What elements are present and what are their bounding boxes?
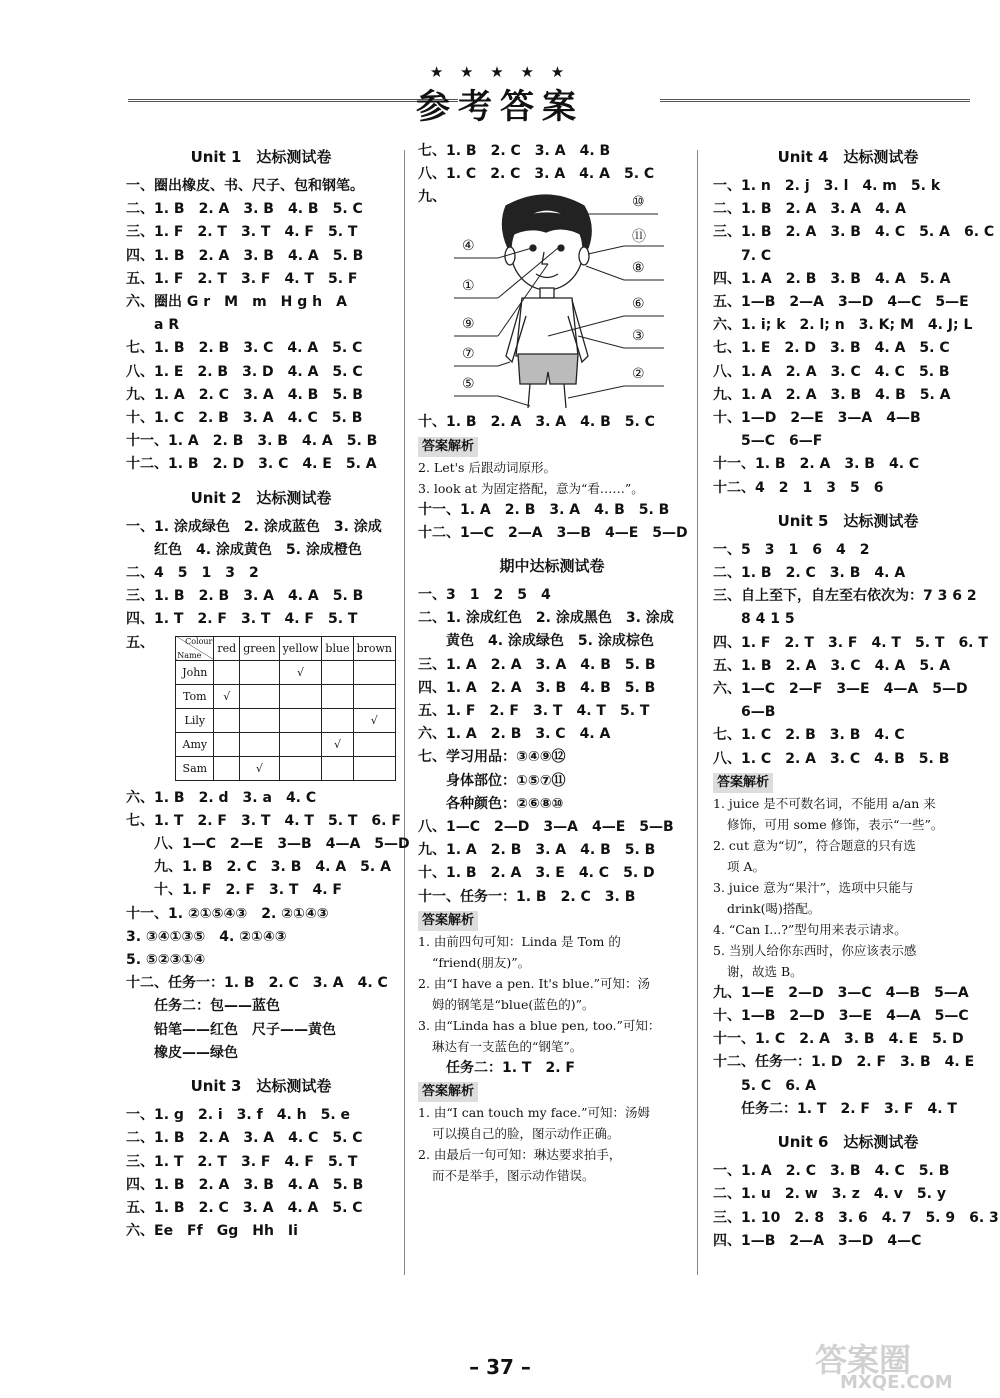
answer-line: 三、1. 10 2. 8 3. 6 4. 7 5. 9 6. 3 bbox=[713, 1209, 999, 1226]
section-title: Unit 3 达标测试卷 bbox=[190, 1077, 332, 1096]
label-number: ③ bbox=[632, 328, 645, 345]
table-column-header: green bbox=[240, 636, 279, 660]
answer-analysis-heading: 答案解析 bbox=[713, 773, 773, 793]
analysis-notes bbox=[418, 457, 686, 499]
analysis-note: 2. 由“I have a pen. It's blue.”可知：汤 bbox=[418, 975, 651, 991]
answer-line: 十、1. B 2. A 3. A 4. B 5. C bbox=[418, 414, 655, 431]
section-title: Unit 5 达标测试卷 bbox=[777, 511, 919, 530]
answer-line: 各种颜色：②⑥⑧⑩ bbox=[446, 795, 564, 812]
answer-line: 八、1. C 2. A 3. C 4. B 5. B bbox=[713, 750, 950, 767]
answer-line: 五、1. B 2. C 3. A 4. A 5. C bbox=[126, 1199, 363, 1216]
answer-line: 一、1. g 2. i 3. f 4. h 5. e bbox=[126, 1107, 351, 1124]
answer-line: 十二、4 2 1 3 5 6 bbox=[713, 479, 884, 496]
answer-line: 六、圈出 G r M m H g h A bbox=[126, 294, 347, 311]
answer-line: 五、1—B 2—A 3—D 4—C 5—E bbox=[713, 294, 969, 311]
answer-line: 十一、1. C 2. A 3. B 4. E 5. D bbox=[713, 1031, 964, 1048]
answer-line: 七、1. B 2. C 3. A 4. B bbox=[418, 143, 611, 159]
answer-list bbox=[713, 982, 983, 1121]
table-row bbox=[176, 756, 396, 780]
answer-line: 八、1—C 2—D 3—A 4—E 5—B bbox=[418, 819, 674, 836]
table-row bbox=[176, 660, 396, 684]
answer-line: 十一、1. B 2. A 3. B 4. C bbox=[713, 456, 920, 473]
answer-list bbox=[126, 787, 410, 1065]
answer-line: 二、1. B 2. A 3. A 4. C 5. C bbox=[126, 1130, 363, 1147]
section-title: Unit 2 达标测试卷 bbox=[190, 488, 332, 507]
answer-line: 五、1. F 2. T 3. F 4. T 5. F bbox=[126, 270, 358, 287]
answer-list bbox=[418, 584, 686, 909]
answer-line: 四、1. A 2. B 3. B 4. A 5. A bbox=[713, 270, 951, 287]
answer-line: 一、1. 涂成绿色 2. 涂成蓝色 3. 涂成 bbox=[126, 518, 382, 535]
answer-line: 一、1. A 2. C 3. B 4. C 5. B bbox=[713, 1163, 950, 1180]
colour-table bbox=[175, 636, 396, 781]
analysis-note: 3. juice 意为“果汁”，选项中只能与 bbox=[713, 879, 914, 895]
answer-analysis-heading: 答案解析 bbox=[418, 437, 478, 457]
table-row bbox=[176, 732, 396, 756]
answer-line: a R bbox=[154, 317, 180, 334]
answer-line: 七、1. C 2. B 3. B 4. C bbox=[713, 727, 905, 744]
answer-line: 二、1. B 2. A 3. A 4. A bbox=[713, 201, 906, 218]
answer-line: 七、1. T 2. F 3. T 4. T 5. T 6. F bbox=[126, 812, 401, 829]
row-name-cell: Sam bbox=[176, 756, 214, 780]
answer-line: 5. ⑤②③①④ bbox=[126, 952, 206, 969]
label-number: ⑤ bbox=[462, 376, 475, 393]
label-number: ④ bbox=[462, 238, 475, 255]
corner-header-top: Colour bbox=[185, 636, 213, 646]
answer-line: 十一、任务一：1. B 2. C 3. B bbox=[418, 888, 636, 905]
answer-line: 8 4 1 5 bbox=[741, 611, 795, 628]
answer-line: 三、1. B 2. A 3. B 4. C 5. A 6. C bbox=[713, 224, 995, 241]
answer-line: 十二、任务一：1. B 2. C 3. A 4. C bbox=[126, 975, 388, 992]
answer-list bbox=[713, 539, 988, 771]
answer-line: 四、1. B 2. A 3. B 4. A 5. B bbox=[126, 247, 364, 264]
question-label: 九、 bbox=[418, 189, 446, 206]
check-cell: √ bbox=[322, 732, 353, 756]
answer-analysis-heading: 答案解析 bbox=[418, 911, 478, 931]
answer-line: 任务二：1. T 2. F 3. F 4. T bbox=[741, 1100, 957, 1117]
answer-line: 5—C 6—F bbox=[741, 433, 823, 450]
analysis-note: 3. 由“Linda has a blue pen, too.”可知： bbox=[418, 1017, 661, 1033]
check-cell bbox=[353, 756, 395, 780]
answer-list bbox=[418, 140, 686, 186]
answer-line: 十一、1. A 2. B 3. B 4. A 5. B bbox=[126, 433, 378, 450]
page-header bbox=[0, 55, 1000, 125]
answer-line: 五、1. B 2. A 3. C 4. A 5. A bbox=[713, 657, 951, 674]
analysis-note: 4. “Can I...?”型句用来表示请求。 bbox=[713, 921, 907, 937]
analysis-note: 修饰，可用 some 修饰，表示“一些”。 bbox=[727, 816, 944, 832]
answer-line: 橡皮——绿色 bbox=[154, 1044, 238, 1061]
label-number: ⑦ bbox=[462, 346, 475, 363]
analysis-note: 而不是举手，图示动作错误。 bbox=[432, 1168, 595, 1184]
question-label: 五、 bbox=[126, 634, 154, 651]
label-number: ⑩ bbox=[632, 194, 645, 211]
answer-line: 二、1. B 2. A 3. B 4. B 5. C bbox=[126, 201, 363, 218]
label-number: ② bbox=[632, 366, 645, 383]
analysis-note: 1. 由“I can touch my face.”可知：汤姆 bbox=[418, 1105, 651, 1121]
table-corner-cell bbox=[176, 636, 214, 660]
row-name-cell: Tom bbox=[176, 684, 214, 708]
answer-line: 四、1—B 2—A 3—D 4—C bbox=[713, 1232, 922, 1249]
answer-line: 八、1. A 2. A 3. C 4. C 5. B bbox=[713, 363, 950, 380]
analysis-note: 1. juice 是不可数名词，不能用 a/an 来 bbox=[713, 795, 936, 811]
analysis-note: 5. 当别人给你东西时，你应该表示感 bbox=[713, 942, 917, 958]
answer-line: 黄色 4. 涂成绿色 5. 涂成棕色 bbox=[446, 633, 654, 650]
answer-line: 十、1. C 2. B 3. A 4. C 5. B bbox=[126, 410, 363, 427]
answer-list bbox=[126, 175, 396, 477]
column-divider bbox=[404, 150, 405, 1275]
answer-line: 七、学习用品：③④⑨⑫ bbox=[418, 749, 566, 766]
answer-line: 任务二：1. T 2. F bbox=[446, 1059, 575, 1076]
analysis-note: 1. 由前四句可知：Linda 是 Tom 的 bbox=[418, 933, 621, 949]
answer-line: 三、1. A 2. A 3. A 4. B 5. B bbox=[418, 656, 656, 673]
answer-line: 7. C bbox=[741, 247, 772, 264]
answer-line: 九、1. A 2. A 3. B 4. B 5. A bbox=[713, 386, 951, 403]
check-cell: √ bbox=[214, 684, 240, 708]
analysis-note: 琳达有一支蓝色的“钢笔”。 bbox=[432, 1038, 583, 1054]
answer-list bbox=[418, 499, 686, 545]
answer-line: 六、1. B 2. d 3. a 4. C bbox=[126, 789, 317, 806]
answer-line: 六、1—C 2—F 3—E 4—A 5—D bbox=[713, 681, 968, 698]
analysis-notes bbox=[418, 1102, 686, 1186]
answer-line: 二、1. 涂成红色 2. 涂成黑色 3. 涂成 bbox=[418, 610, 674, 627]
check-cell bbox=[279, 684, 322, 708]
check-cell bbox=[214, 660, 240, 684]
answer-line: 四、1. T 2. F 3. T 4. F 5. T bbox=[126, 611, 358, 628]
answer-line: 十一、1. ②①⑤④③ 2. ②①④③ bbox=[126, 905, 329, 922]
answer-line: 铅笔——红色 尺子——黄色 bbox=[154, 1021, 336, 1038]
watermark-logo: 答案圈 bbox=[815, 1341, 912, 1379]
analysis-note: 姆的钢笔是“blue(蓝色的)”。 bbox=[432, 996, 595, 1012]
answer-line: 十一、1. A 2. B 3. A 4. B 5. B bbox=[418, 501, 670, 518]
answer-line: 十、1. B 2. A 3. E 4. C 5. D bbox=[418, 865, 655, 882]
table-row bbox=[176, 708, 396, 732]
analysis-notes bbox=[713, 793, 983, 982]
header-rule-right bbox=[660, 99, 970, 102]
answer-line: 5. C 6. A bbox=[741, 1077, 816, 1094]
section-title: Unit 1 达标测试卷 bbox=[190, 148, 332, 166]
answer-line: 十二、任务一：1. D 2. F 3. B 4. E bbox=[713, 1054, 975, 1071]
answer-line: 十、1—B 2—D 3—E 4—A 5—C bbox=[713, 1008, 969, 1025]
answer-line: 六、1. A 2. B 3. C 4. A bbox=[418, 726, 611, 743]
check-cell bbox=[279, 708, 322, 732]
check-cell bbox=[322, 684, 353, 708]
label-number: ⑨ bbox=[462, 316, 475, 333]
analysis-note: 可以摸自己的脸，图示动作正确。 bbox=[432, 1126, 620, 1142]
answer-line: 三、1. T 2. T 3. F 4. F 5. T bbox=[126, 1153, 358, 1170]
header-stars: ★ ★ ★ ★ ★ bbox=[429, 63, 571, 81]
analysis-note: 2. 由最后一句可知：琳达要求拍手， bbox=[418, 1147, 622, 1163]
answer-line: 身体部位：①⑤⑦⑪ bbox=[446, 772, 566, 789]
check-cell: √ bbox=[240, 756, 279, 780]
analysis-note: 2. cut 意为“切”，符合题意的只有选 bbox=[713, 837, 916, 853]
answer-line: 红色 4. 涂成黄色 5. 涂成橙色 bbox=[154, 541, 362, 558]
answer-line: 十、1—D 2—E 3—A 4—B bbox=[713, 410, 921, 427]
watermark-url: MXQE.COM bbox=[840, 1372, 953, 1393]
answer-line: 6—B bbox=[741, 704, 776, 721]
label-number: ⑥ bbox=[632, 296, 645, 313]
boy-illustration bbox=[418, 186, 686, 411]
answer-line: 九、1—E 2—D 3—C 4—B 5—A bbox=[713, 984, 969, 1001]
check-cell bbox=[240, 732, 279, 756]
table-row bbox=[176, 684, 396, 708]
answer-line: 五、1. F 2. F 3. T 4. T 5. T bbox=[418, 703, 650, 720]
analysis-note: drink(喝)搭配。 bbox=[727, 900, 821, 916]
answer-line: 任务二：包——蓝色 bbox=[154, 998, 280, 1015]
answer-line: 十、1. F 2. F 3. T 4. F bbox=[154, 882, 342, 899]
answer-line: 一、3 1 2 5 4 bbox=[418, 587, 551, 604]
answer-line: 四、1. F 2. T 3. F 4. T 5. T 6. T bbox=[713, 634, 988, 651]
colour-table-block bbox=[126, 632, 396, 787]
answer-line: 二、1. u 2. w 3. z 4. v 5. y bbox=[713, 1186, 946, 1203]
label-number: ⑪ bbox=[632, 229, 646, 246]
answer-line: 六、Ee Ff Gg Hh Ii bbox=[126, 1223, 298, 1240]
answer-line: 六、1. i; k 2. l; n 3. K; M 4. J; L bbox=[713, 317, 973, 334]
answer-line: 九、1. A 2. C 3. A 4. B 5. B bbox=[126, 386, 363, 403]
answer-line: 十二、1. B 2. D 3. C 4. E 5. A bbox=[126, 456, 377, 473]
answer-line: 三、1. F 2. T 3. T 4. F 5. T bbox=[126, 224, 358, 241]
answer-line: 七、1. E 2. D 3. B 4. A 5. C bbox=[713, 340, 950, 357]
column-2 bbox=[418, 140, 686, 1186]
answer-line: 三、1. B 2. B 3. A 4. A 5. B bbox=[126, 588, 364, 605]
check-cell bbox=[353, 684, 395, 708]
section-title: Unit 6 达标测试卷 bbox=[777, 1133, 919, 1152]
section-title: 期中达标测试卷 bbox=[499, 557, 605, 576]
answer-line: 八、1. E 2. B 3. D 4. A 5. C bbox=[126, 363, 363, 380]
check-cell: √ bbox=[279, 660, 322, 684]
column-1 bbox=[126, 140, 410, 1243]
corner-header-bottom: Name bbox=[177, 650, 202, 660]
check-cell bbox=[279, 732, 322, 756]
table-column-header: red bbox=[214, 636, 240, 660]
answer-line: 八、1. C 2. C 3. A 4. A 5. C bbox=[418, 166, 655, 183]
answer-line: 3. ③④①③⑤ 4. ②①④③ bbox=[126, 928, 287, 945]
check-cell bbox=[214, 756, 240, 780]
answer-line: 九、1. A 2. B 3. A 4. B 5. B bbox=[418, 842, 656, 859]
row-name-cell: Amy bbox=[176, 732, 214, 756]
check-cell bbox=[240, 660, 279, 684]
column-divider bbox=[697, 150, 698, 1275]
check-cell bbox=[279, 756, 322, 780]
check-cell bbox=[322, 660, 353, 684]
column-3 bbox=[713, 140, 999, 1253]
table-column-header: blue bbox=[322, 636, 353, 660]
check-cell bbox=[240, 684, 279, 708]
answer-line: 四、1. A 2. A 3. B 4. B 5. B bbox=[418, 679, 656, 696]
answer-list bbox=[126, 516, 396, 632]
answer-analysis-heading: 答案解析 bbox=[418, 1082, 478, 1102]
answer-line: 二、4 5 1 3 2 bbox=[126, 565, 259, 582]
table-column-header: yellow bbox=[279, 636, 322, 660]
answer-line: 一、5 3 1 6 4 2 bbox=[713, 541, 870, 558]
analysis-note: 3. look at 为固定搭配，意为“看……”。 bbox=[418, 480, 644, 496]
label-number: ⑧ bbox=[632, 260, 645, 277]
answer-line: 十二、1—C 2—A 3—B 4—E 5—D bbox=[418, 524, 688, 541]
check-cell: √ bbox=[353, 708, 395, 732]
label-number: ① bbox=[462, 278, 475, 295]
answer-line: 八、1—C 2—E 3—B 4—A 5—D bbox=[154, 836, 410, 853]
body-parts-figure bbox=[418, 186, 686, 411]
check-cell bbox=[240, 708, 279, 732]
check-cell bbox=[353, 732, 395, 756]
analysis-note: 谢，故选 B。 bbox=[727, 963, 803, 979]
analysis-note: “friend(朋友)”。 bbox=[432, 954, 531, 970]
answer-line: 九、1. B 2. C 3. B 4. A 5. A bbox=[154, 859, 391, 876]
check-cell bbox=[353, 660, 395, 684]
answer-line: 一、1. n 2. j 3. l 4. m 5. k bbox=[713, 178, 941, 194]
answer-line: 二、1. B 2. C 3. B 4. A bbox=[713, 565, 906, 582]
answer-line: 七、1. B 2. B 3. C 4. A 5. C bbox=[126, 340, 363, 357]
analysis-note: 2. Let's 后跟动词原形。 bbox=[418, 459, 556, 475]
analysis-note: 项 A。 bbox=[727, 858, 766, 874]
row-name-cell: Lily bbox=[176, 708, 214, 732]
answer-list bbox=[713, 1160, 999, 1253]
page-title: 参考答案 bbox=[416, 87, 584, 127]
check-cell bbox=[214, 732, 240, 756]
answer-list bbox=[126, 1104, 396, 1243]
analysis-notes bbox=[418, 931, 686, 1057]
section-title: Unit 4 达标测试卷 bbox=[777, 148, 919, 166]
page-number: – 37 – bbox=[469, 1355, 531, 1379]
answer-line: 三、自上至下，自左至右依次为：7 3 6 2 bbox=[713, 588, 977, 605]
answer-line: 一、圈出橡皮、书、尺子、包和钢笔。 bbox=[126, 178, 364, 194]
row-name-cell: John bbox=[176, 660, 214, 684]
answer-list bbox=[713, 175, 995, 500]
answer-line: 四、1. B 2. A 3. B 4. A 5. B bbox=[126, 1176, 364, 1193]
check-cell bbox=[322, 756, 353, 780]
check-cell bbox=[214, 708, 240, 732]
check-cell bbox=[322, 708, 353, 732]
table-column-header: brown bbox=[353, 636, 395, 660]
